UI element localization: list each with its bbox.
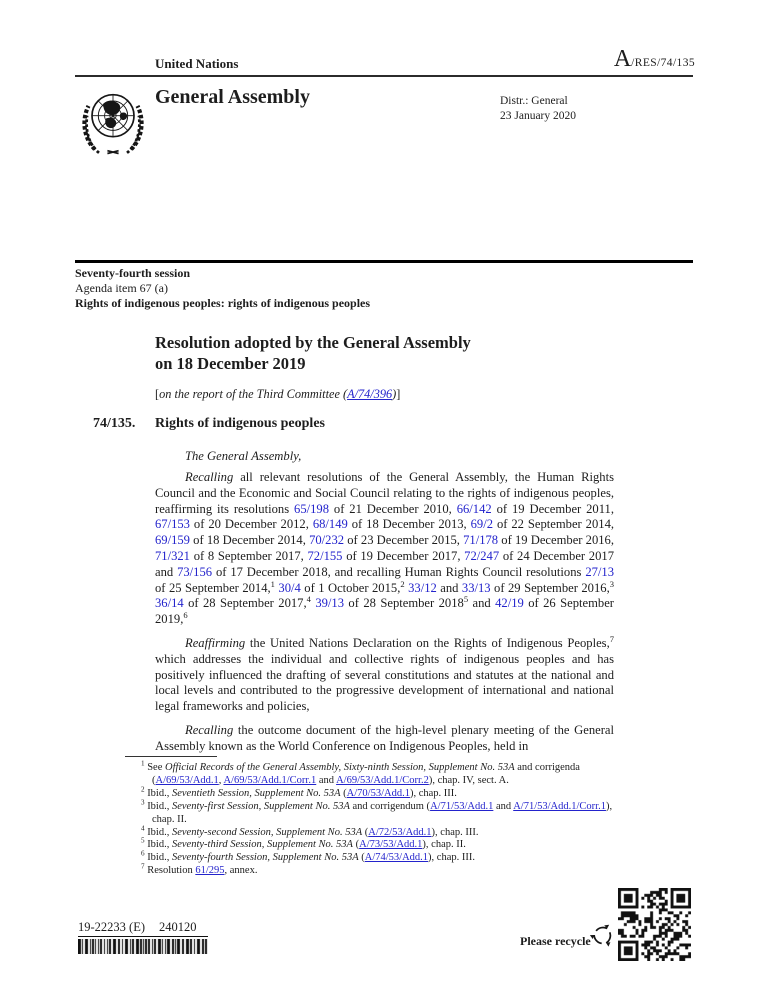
resolution-body (155, 470, 614, 763)
footnote-reference: 4 (141, 824, 145, 833)
footnote-reference: 2 (400, 578, 405, 589)
print-date-code: 240120 (159, 920, 197, 934)
session-block (75, 266, 370, 312)
footnote-reference: 3 (141, 798, 145, 807)
footnote-reference: 5 (141, 836, 145, 845)
document-link[interactable]: A/70/53/Add.1 (346, 787, 410, 799)
job-number: 19-22233 (E) (78, 920, 145, 934)
document-link[interactable]: 69/2 (470, 517, 494, 532)
document-link[interactable]: 67/153 (155, 517, 190, 532)
footnote: $^6$ Ibid., Seventy-fourth Session, Supplement No. 53A (A/74/53/Add.1), chap. III. (141, 849, 475, 864)
org-name: United Nations (155, 56, 239, 71)
document-link[interactable]: 72/247 (464, 548, 500, 563)
document-link[interactable]: 30/4 (278, 580, 301, 595)
footnote: $^2$ Ibid., Seventieth Session, Supplement No. 53A (A/70/53/Add.1), chap. III. (141, 785, 457, 799)
document-link[interactable]: A/72/53/Add.1 (368, 826, 432, 838)
document-link[interactable]: 33/12 (408, 580, 437, 595)
document-link[interactable]: 39/13 (315, 596, 345, 611)
document-link[interactable]: 66/142 (456, 501, 492, 516)
resolution-title (155, 333, 471, 374)
document-link[interactable]: A/71/53/Add.1 (430, 800, 494, 812)
document-link[interactable]: A/74/53/Add.1 (364, 852, 429, 864)
body-paragraph: Reaffirming the United Nations Declaration on the Rights of Indigenous Peoples,$^7$ which addresses the individual and collective rights of indigenous peoples and has positively influenced the drafting of several constitutions and statutes at the national and local levels and contributed to the progressive development of international and national legal frameworks and policies, (155, 633, 614, 714)
document-link[interactable]: 69/159 (155, 533, 190, 548)
footnote-reference: 1 (270, 578, 275, 589)
job-number-underline (78, 936, 208, 937)
footnote-reference: 6 (141, 849, 145, 858)
document-symbol-number: /RES/74/135 (631, 57, 695, 69)
document-link[interactable]: 72/155 (307, 548, 343, 563)
document-link[interactable]: 73/156 (177, 564, 213, 579)
document-link[interactable]: A/69/53/Add.1 (155, 774, 219, 786)
footnote: $^5$ Ibid., Seventy-third Session, Supplement No. 53A (A/73/53/Add.1), chap. II. (141, 836, 466, 851)
document-link[interactable]: 27/13 (585, 564, 614, 579)
session-line: Seventy-fourth session (75, 266, 191, 280)
document-link[interactable]: 42/19 (495, 596, 524, 611)
footnote: $^3$ Ibid., Seventy-first Session, Supplement No. 53A and corrigendum (A/71/53/Add.1 and A/71/53/Add.1/Corr.1), chap. II. (141, 798, 613, 825)
resolution-number: 74/135. (93, 416, 136, 431)
footnote: $^7$ Resolution 61/295, annex. (141, 862, 258, 877)
document-link[interactable]: A/71/53/Add.1/Corr.1 (513, 800, 606, 812)
barcode (78, 939, 208, 954)
report-reference-line: [on the report of the Third Committee (A/74/396)] (155, 387, 401, 401)
opening-line: The General Assembly, (185, 449, 302, 463)
document-link[interactable]: 36/14 (155, 596, 184, 611)
job-number-line (78, 920, 197, 935)
distr-date: 23 January 2020 (500, 110, 577, 122)
resolution-heading-row (93, 416, 325, 432)
resolution-heading: Rights of indigenous peoples (155, 416, 325, 431)
distribution-block (500, 94, 576, 124)
document-link[interactable]: 68/149 (312, 517, 348, 532)
footnote-reference: 3 (609, 578, 614, 589)
document-link[interactable]: 70/232 (309, 533, 345, 548)
footnote: $^1$ See Official Records of the General Assembly, Sixty-ninth Session, Supplement No. 53A and corrigenda (A/69/53/Add.1, A/69/53/Add.1/Corr.1 and A/69/53/Add.1/Corr.2), chap. IV, sect. A. (141, 759, 580, 786)
agenda-item-line: Agenda item 67 (a) (75, 281, 168, 296)
body-paragraph: Recalling the outcome document of the high-level plenary meeting of the General Assembly known as the World Conference on Indigenous Peoples, held in (155, 722, 614, 753)
document-symbol-letter: A (613, 46, 632, 72)
footnote-reference: 2 (141, 785, 145, 794)
footnote-reference: 5 (463, 594, 469, 605)
footnote-reference: 4 (306, 594, 311, 605)
qr-code (618, 888, 691, 961)
document-link[interactable]: 71/321 (155, 548, 190, 563)
agenda-title-line: Rights of indigenous peoples: rights of indigenous peoples (75, 296, 371, 311)
footnote-reference: 6 (183, 609, 188, 620)
document-link[interactable]: A/69/53/Add.1/Corr.1 (223, 774, 317, 786)
organ-name: General Assembly (155, 86, 310, 108)
un-emblem-icon (78, 84, 148, 160)
footnote-reference: 1 (141, 759, 145, 768)
header-rule (75, 75, 693, 77)
document-link[interactable]: 33/13 (461, 580, 491, 595)
document-link[interactable]: A/69/53/Add.1/Corr.2 (336, 774, 429, 786)
footnote: $^4$ Ibid., Seventy-second Session, Supplement No. 53A (A/72/53/Add.1), chap. III. (141, 824, 479, 838)
document-link[interactable]: 71/178 (463, 533, 499, 548)
document-link[interactable]: A/73/53/Add.1 (359, 839, 423, 851)
recycle-icon (588, 921, 617, 950)
recycle-label: Please recycle (520, 934, 591, 948)
resolution-title-line1: Resolution adopted by the General Assembly (155, 333, 471, 352)
document-link[interactable]: 65/198 (294, 501, 329, 516)
footnote-block (141, 759, 615, 878)
document-symbol (500, 46, 695, 73)
document-link[interactable]: 61/295 (195, 865, 225, 877)
body-paragraph: Recalling all relevant resolutions of the General Assembly, the Human Rights Council and the Economic and Social Council relating to the rights of indigenous peoples, reaffirming its resolutions 65/198 of 21 December 2010, 66/142 of 19 December 2011, 67/153 of 20 December 2012, 68/149 of 18 December 2013, 69/2 of 22 September 2014, 69/159 of 18 December 2014, 70/232 of 23 December 2015, 71/178 of 19 December 2016, 71/321 of 8 September 2017, 72/155 of 19 December 2017, 72/247 of 24 December 2017 and 73/156 of 17 December 2018, and recalling Human Rights Council resolutions 27/13 of 25 September 2014,$^1$ 30/4 of 1 October 2015,$^2$ 33/12 and 33/13 of 29 September 2016,$^3$ 36/14 of 28 September 2017,$^4$ 39/13 of 28 September 2018$^5$ and 42/19 of 26 September 2019,$^6$ (155, 470, 615, 627)
session-rule (75, 260, 693, 263)
document-link[interactable]: A/74/396 (347, 387, 393, 401)
resolution-title-line2: on 18 December 2019 (155, 353, 306, 373)
footnote-separator (125, 756, 217, 757)
footnote-reference: 7 (609, 633, 614, 644)
footnote-reference: 7 (141, 862, 145, 871)
distr-label: Distr.: General (500, 95, 568, 107)
